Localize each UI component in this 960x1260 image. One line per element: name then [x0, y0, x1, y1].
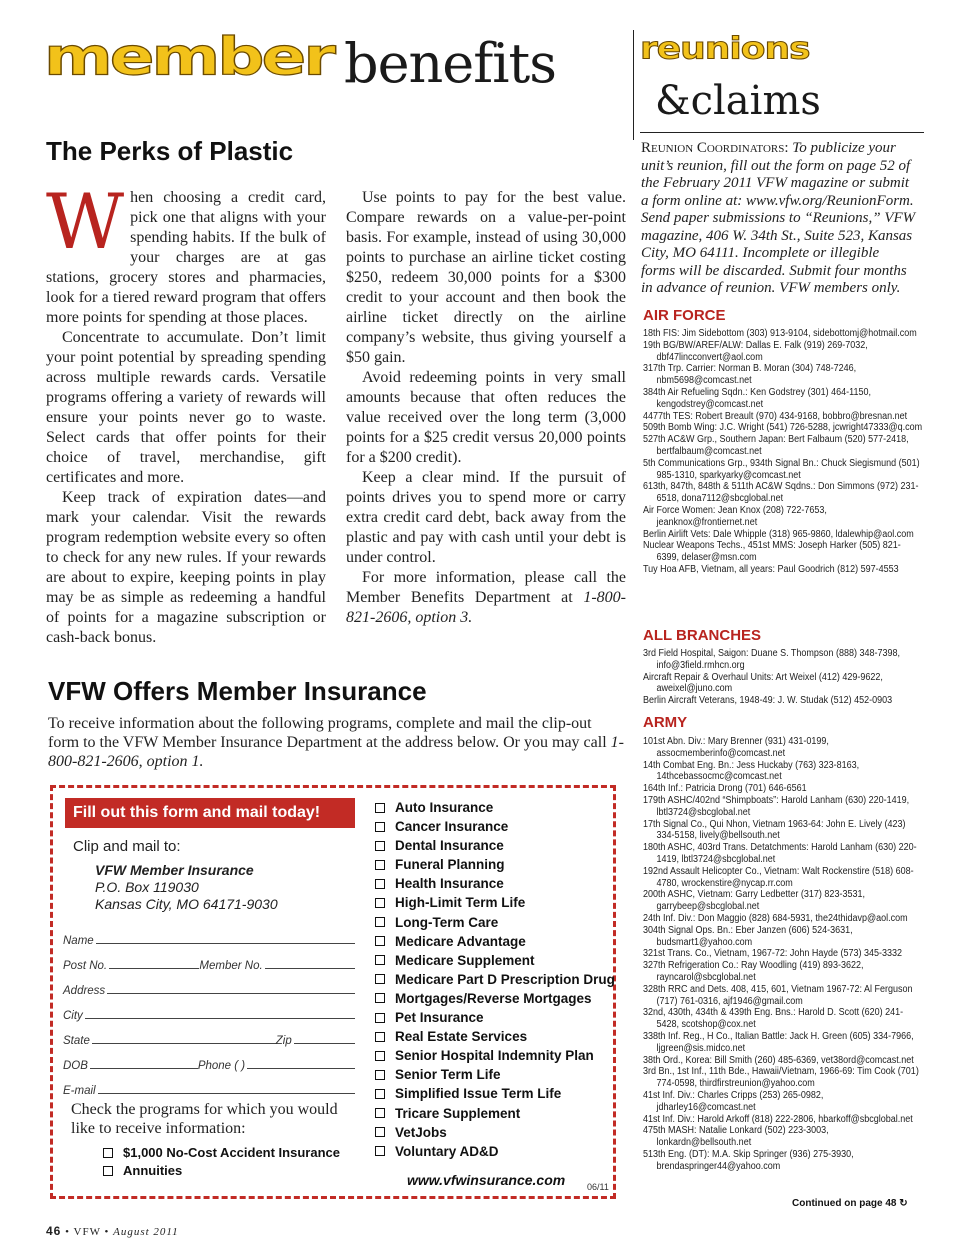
mailing-address	[95, 862, 278, 913]
masthead-benefits: benefits	[344, 32, 556, 95]
reunion-entry: 3rd Bn., 1st Inf., 11th Bde., Hawaii/Vietnam, 1966-69: Tim Cook (701) 774-0598, thirdfirstreunion@yahoo.com	[643, 1066, 919, 1090]
clip-out-form	[50, 785, 616, 1199]
article-paragraph: When choosing a credit card, pick one that aligns with your spending habits. If the bulk of your charges are at gas stations, grocery stores and pharmacies, look for a tiered reward program that offers more points for spending at those places.	[46, 177, 326, 326]
reunion-entry: 304th Signal Ops. Bn.: Eber Janzen (606) 524-3631, budsmart1@yahoo.com	[643, 924, 853, 948]
reunion-entry: 527th AC&W Grp., Southern Japan: Bert Falbaum (520) 577-2418, bertfalbaum@comcast.net	[643, 434, 909, 457]
entries-all-branches	[643, 648, 923, 707]
address-field[interactable]: Address	[63, 972, 355, 997]
reunion-entry: 41st Inf. Div.: Harold Arkoff (818) 222-2806, hbarkoff@sbcglobal.net	[643, 1113, 913, 1125]
option-checkbox[interactable]: Dental Insurance	[375, 836, 615, 855]
article-paragraph: Concentrate to accumulate. Don’t limit your point potential by spreading spending across multiple rewards cards. Versatile programs offering a variety of rewards will ensure your points never go to waste. Select cards that offer points for their choice of travel, merchandise, gift certificates and more.	[46, 329, 326, 486]
reunion-entry: 32nd, 430th, 434th & 439th Eng. Bns.: Harold D. Scott (620) 241-5428, scotshop@cox.net	[643, 1007, 904, 1031]
article-paragraph: Keep track of expiration dates—and mark your calendar. Visit the rewards program redemption website every so often to check for any new rules. If your rewards are about to expire, keeping points in play may be as simple as redeeming a handful of points for a magazine subscription or cash-back bonus.	[46, 489, 326, 646]
reunion-entry: 17th Signal Co., Qui Nhon, Vietnam 1963-64: John E. Lively (423) 334-5158, lively@bellsouth.net	[643, 818, 906, 842]
reunion-entry: 179th ASHC/402nd “Shimpboats”: Harold Lanham (630) 220-1419, lbtl3724@sbcglobal.net	[643, 794, 910, 818]
left-options	[103, 1144, 340, 1180]
option-checkbox[interactable]: Medicare Supplement	[375, 951, 615, 970]
option-checkbox[interactable]: Health Insurance	[375, 874, 615, 893]
reunion-entry: 24th Inf. Div.: Don Maggio (828) 684-5931, the24thidavp@aol.com	[643, 912, 908, 924]
option-checkbox[interactable]: Cancer Insurance	[375, 817, 615, 836]
reunion-entry: 317th Trp. Carrier: Norman B. Moran (304) 748-7246, nbm5698@comcast.net	[643, 363, 857, 387]
reunion-entry: 338th Inf. Reg., H Co., Italian Battle: Jack H. Green (605) 334-7966, ljgreen@sis.midco.net	[643, 1030, 914, 1054]
reunion-entry: Air Force Women: Jean Knox (208) 722-7653, jeanknox@frontiernet.net	[643, 504, 827, 528]
option-checkbox[interactable]: Tricare Supplement	[375, 1104, 615, 1123]
reunion-entry: 5th Communications Grp., 934th Signal Bn.: Chuck Siegismund (501) 985-1310, sparkyarky@comcast.net	[643, 457, 920, 481]
article-paragraph: For more information, please call the Member Benefits Department at 1-800-821-2606, option 3.	[346, 569, 626, 626]
reunion-entry: 384th Air Refueling Sqdn.: Ken Godstrey (301) 464-1150, kengodstrey@comcast.net	[643, 386, 871, 410]
option-checkbox[interactable]: Annuities	[103, 1162, 340, 1180]
option-checkbox[interactable]: Long-Term Care	[375, 913, 615, 932]
reunion-entry: 101st Abn. Div.: Mary Brenner (931) 431-0199, assocmemberinfo@comcast.net	[643, 736, 829, 759]
state-zip-field[interactable]: State Zip	[63, 1022, 355, 1047]
form-fields	[63, 922, 355, 1097]
benefits-phone: 1-800-821-2606, option 3.	[346, 589, 626, 626]
reunion-entry: Berlin Aircraft Veterans, 1948-49: J. W. Studak (512) 452-0903	[643, 695, 893, 707]
option-checkbox[interactable]: Mortgages/Reverse Mortgages	[375, 989, 615, 1008]
issue-date: August 2011	[113, 1226, 179, 1238]
reunion-entry: 164th Inf.: Patricia Drong (701) 646-6561	[643, 783, 807, 795]
section-heading-air-force: AIR FORCE	[643, 307, 726, 324]
reunion-entry: 475th MASH: Natalie Lonkard (502) 223-3003, lonkardn@bellsouth.net	[643, 1125, 829, 1149]
insurance-title: VFW Offers Member Insurance	[48, 676, 427, 706]
reunion-entry: 18th FIS: Jim Sidebottom (303) 913-9104, sidebottomj@hotmail.com	[643, 328, 917, 339]
check-instructions: Check the programs for which you would like to receive information:	[71, 1101, 338, 1137]
page-footer: 46 • VFW • August 2011	[46, 1224, 179, 1238]
reunion-entry: 38th Ord., Korea: Bill Smith (260) 485-6369, vet38ord@comcast.net	[643, 1054, 914, 1066]
entries-air-force	[643, 328, 923, 576]
form-code: 06/11	[587, 1182, 609, 1192]
option-checkbox[interactable]: Medicare Advantage	[375, 932, 615, 951]
option-checkbox[interactable]: $1,000 No-Cost Accident Insurance	[103, 1144, 340, 1162]
option-checkbox[interactable]: High-Limit Term Life	[375, 893, 615, 912]
entries-army	[643, 736, 923, 1172]
article-column-2	[346, 188, 626, 628]
section-heading-army: ARMY	[643, 714, 688, 731]
section-masthead	[44, 26, 604, 100]
reunion-entry: 328th RRC and Dets. 408, 415, 601, Vietnam 1967-72: Al Ferguson (717) 761-0316, ajf1946@gmail.com	[643, 983, 913, 1007]
insurance-intro: To receive information about the following programs, complete and mail the clip-out form to the VFW Member Insurance Department at the address below. Or you may call 1-800-821-2606, option 1.	[48, 715, 624, 770]
article-title: The Perks of Plastic	[46, 136, 294, 166]
page-number: 46	[46, 1224, 62, 1238]
reunion-entry: 14th Combat Eng. Bn.: Jess Huckaby (763) 323-8163, 14thcebassocmc@comcast.net	[643, 759, 860, 783]
reunion-entry: Tuy Hoa AFB, Vietnam, all years: Paul Goodrich (812) 597-4553	[643, 563, 899, 575]
option-checkbox[interactable]: Auto Insurance	[375, 798, 615, 817]
option-checkbox[interactable]: Real Estate Services	[375, 1027, 615, 1046]
reunion-entry: 200th ASHC, Vietnam: Garry Ledbetter (317) 823-3531, garrybeep@sbcglobal.net	[643, 889, 865, 913]
reunion-entry: 3rd Field Hospital, Saigon: Duane S. Thompson (888) 348-7398, info@3field.rmhcn.org	[643, 648, 900, 671]
reunion-entry: Berlin Airlift Vets: Dale Whipple (318) 965-9860, ldalewhip@aol.com	[643, 528, 914, 540]
option-checkbox[interactable]: VetJobs	[375, 1123, 615, 1142]
reunion-entry: 327th Refrigeration Co.: Ray Woodling (419) 893-3622, rayncarol@sbcglobal.net	[643, 960, 864, 983]
continued-note: Continued on page 48 ↻	[792, 1198, 908, 1209]
masthead-claims: &claims	[655, 78, 821, 124]
option-checkbox[interactable]: Simplified Issue Term Life	[375, 1084, 615, 1103]
reunion-label: Reunion Coordinators:	[641, 140, 789, 156]
reunion-entry: 513th Eng. (DT): M.A. Skip Springer (936) 275-3930, brendaspringer44@yahoo.com	[643, 1148, 854, 1172]
reunion-entry: 41st Inf. Div.: Charles Cripps (253) 265-0982, jdharley16@comcast.net	[643, 1089, 824, 1113]
reunion-entry: Aircraft Repair & Overhaul Units: Art Weixel (412) 429-9622, aweixel@juno.com	[643, 671, 883, 695]
article-paragraph: Keep a clear mind. If the pursuit of points drives you to spend more or carry extra credit card debt, back away from the plastic and pay with cash until your debt is under control.	[346, 469, 626, 566]
option-checkbox[interactable]: Pet Insurance	[375, 1008, 615, 1027]
reunion-entry: 613th, 847th, 848th & 511th AC&W Sqdns.: Don Simmons (972) 231-6518, dona7112@sbcglobal.net	[643, 481, 919, 505]
masthead-member: member	[44, 26, 333, 87]
header-rule	[640, 132, 924, 133]
article-column-1	[46, 177, 326, 648]
reunion-entry: 4477th TES: Robert Breault (970) 434-9168, bobbro@bresnan.net	[643, 410, 908, 422]
address-line: Kansas City, MO 64171-9030	[95, 896, 278, 912]
publication-name: VFW	[73, 1226, 101, 1238]
address-line: VFW Member Insurance	[95, 862, 254, 878]
address-line: P.O. Box 119030	[95, 879, 199, 895]
right-options	[375, 798, 615, 1161]
dob-phone-field[interactable]: DOB Phone ( )	[63, 1047, 355, 1072]
option-checkbox[interactable]: Senior Hospital Indemnity Plan	[375, 1046, 615, 1065]
article-paragraph: Avoid redeeming points in very small amounts because that often reduces the value received over the long term (3,000 points for a $25 credit versus 20,000 points for a $200 credit).	[346, 369, 626, 466]
masthead-reunions: reunions	[640, 31, 810, 66]
reunion-entry: 509th Bomb Wing: J.C. Wright (541) 726-5288, jcwright47333@q.com	[643, 422, 923, 434]
header-divider	[633, 30, 634, 140]
city-field[interactable]: City	[63, 997, 355, 1022]
name-field[interactable]: Name	[63, 922, 355, 947]
option-checkbox[interactable]: Voluntary AD&D	[375, 1142, 615, 1161]
option-checkbox[interactable]: Senior Term Life	[375, 1065, 615, 1084]
drop-cap: W	[46, 177, 125, 266]
section-heading-all-branches: ALL BRANCHES	[643, 627, 762, 644]
article-paragraph: Use points to pay for the best value. Compare rewards on a value-per-point basis. For example, instead of using 30,000 points to purchase an airline ticket costing $250, redeem 30,000 points for a $300 credit to your account and then book the airline ticket directly on the airline company’s website, thus giving yourself a $50 gain.	[346, 189, 626, 366]
reunion-entry: Nuclear Weapons Techs., 451st MMS: Joseph Harker (505) 821-6399, delaser@msn.com	[643, 540, 901, 564]
clip-label: Clip and mail to:	[73, 838, 181, 855]
form-banner: Fill out this form and mail today!	[65, 798, 355, 828]
option-checkbox[interactable]: Medicare Part D Prescription Drug	[375, 970, 615, 989]
insurance-website[interactable]: www.vfwinsurance.com	[407, 1172, 566, 1188]
email-field[interactable]: E-mail	[63, 1072, 355, 1097]
reunion-entry: 19th BG/BW/AREF/ALW: Dallas E. Falk (919) 269-7032, dbf47lincconvert@aol.com	[643, 339, 868, 363]
reunion-entry: 321st Trans. Co., Vietnam, 1967-72: John Hayde (573) 345-3332	[643, 948, 903, 960]
reunion-entry: 192nd Assault Helicopter Co., Vietnam: Walt Rockenstire (518) 608-4780, wrockenstire@nycap.rr.com	[643, 865, 914, 889]
insurance-phone: 1-800-821-2606, option 1.	[48, 734, 624, 770]
reunion-entry: 180th ASHC, 403rd Trans. Detatchments: Harold Lanham (630) 220-1419, lbtl3724@sbcglobal.net	[643, 842, 917, 865]
reunion-intro: Reunion Coordinators: To publicize your unit’s reunion, fill out the form on page 52 of the February 2011 VFW magazine or submit a form online at: www.vfw.org/ReunionForm. Send paper submissions to “Reunions,” VFW magazine, 406 W. 34th St., Suite 523, Kansas City, MO 64111. Incomplete or illegible forms will be discarded. Submit four months in advance of reunion. VFW members only.	[641, 140, 916, 296]
post-member-field[interactable]: Post No. Member No.	[63, 947, 355, 972]
option-checkbox[interactable]: Funeral Planning	[375, 855, 615, 874]
